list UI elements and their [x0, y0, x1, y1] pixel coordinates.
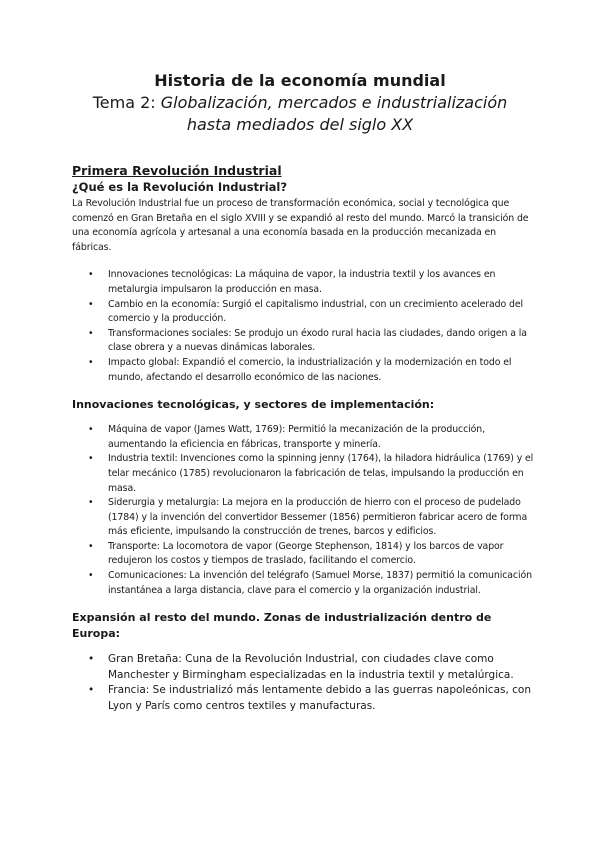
- list-item: • Siderurgia y metalurgia: La mejora en la producción de hierro con el proceso de pudelado (1784) y la invención del convertidor Bessemer (1856) permitieron fabricar acero de forma más eficiente, impulsando la construcción de trenes, barcos y edificios.: [72, 496, 534, 540]
- list-item: • Gran Bretaña: Cuna de la Revolución Industrial, con ciudades clave como Manchester y Birmingham especializadas en la industria textil y metalúrgica.: [72, 652, 534, 683]
- list-item: • Industria textil: Invenciones como la spinning jenny (1764), la hiladora hidráulica (1769) y el telar mecánico (1785) revolucionaron la fabricación de telas, impulsando la producción en masa.: [72, 452, 534, 496]
- page-title: Historia de la economía mundial: [154, 71, 446, 90]
- section-heading-innovaciones: Innovaciones tecnológicas, y sectores de implementación:: [72, 398, 435, 412]
- innovations-list: [72, 423, 534, 598]
- intro-paragraph: La Revolución Industrial fue un proceso de transformación económica, social y tecnológica que comenzó en Gran Bretaña en el siglo XVIII y se expandió al resto del mundo. Marcó la transición de una economía agrícola y artesanal a una economía basada en la producción mecanizada en fábricas.: [72, 198, 529, 253]
- subtitle-italic-line1: Globalización, mercados e industrialización: [160, 93, 508, 112]
- section-heading-primera-revolucion: Primera Revolución Industrial: [72, 163, 282, 178]
- list-item: • Impacto global: Expandió el comercio, la industrialización y la modernización en todo el mundo, afectando el desarrollo económico de las naciones.: [72, 356, 534, 385]
- subtitle-italic-line2: hasta mediados del siglo XX: [186, 115, 414, 134]
- list-item: • Comunicaciones: La invención del telégrafo (Samuel Morse, 1837) permitió la comunicación instantánea a larga distancia, clave para el comercio y la organización industrial.: [72, 569, 534, 598]
- list-item: • Cambio en la economía: Surgió el capitalismo industrial, con un crecimiento acelerado del comercio y la producción.: [72, 298, 534, 327]
- list-item: • Francia: Se industrializó más lentamente debido a las guerras napoleónicas, con Lyon y París como centros textiles y manufacturas.: [72, 683, 534, 714]
- title-block: [0, 70, 600, 136]
- document-body: [72, 162, 534, 714]
- list-item: • Innovaciones tecnológicas: La máquina de vapor, la industria textil y los avances en metalurgia impulsaron la producción en masa.: [72, 268, 534, 297]
- section-heading-expansion: Expansión al resto del mundo. Zonas de industrialización dentro de Europa:: [72, 611, 492, 641]
- list-item: • Transformaciones sociales: Se produjo un éxodo rural hacia las ciudades, dando origen a la clase obrera y a nuevas dinámicas laborales.: [72, 327, 534, 356]
- page-subtitle: [0, 92, 600, 136]
- section-question: ¿Qué es la Revolución Industrial?: [72, 180, 288, 194]
- characteristics-list: [72, 268, 534, 385]
- list-item: • Transporte: La locomotora de vapor (George Stephenson, 1814) y los barcos de vapor redujeron los costos y tiempos de traslado, facilitando el comercio.: [72, 540, 534, 569]
- expansion-list: [72, 652, 534, 714]
- list-item: • Máquina de vapor (James Watt, 1769): Permitió la mecanización de la producción, aumentando la eficiencia en fábricas, transporte y minería.: [72, 423, 534, 452]
- subtitle-prefix: Tema 2:: [92, 93, 161, 112]
